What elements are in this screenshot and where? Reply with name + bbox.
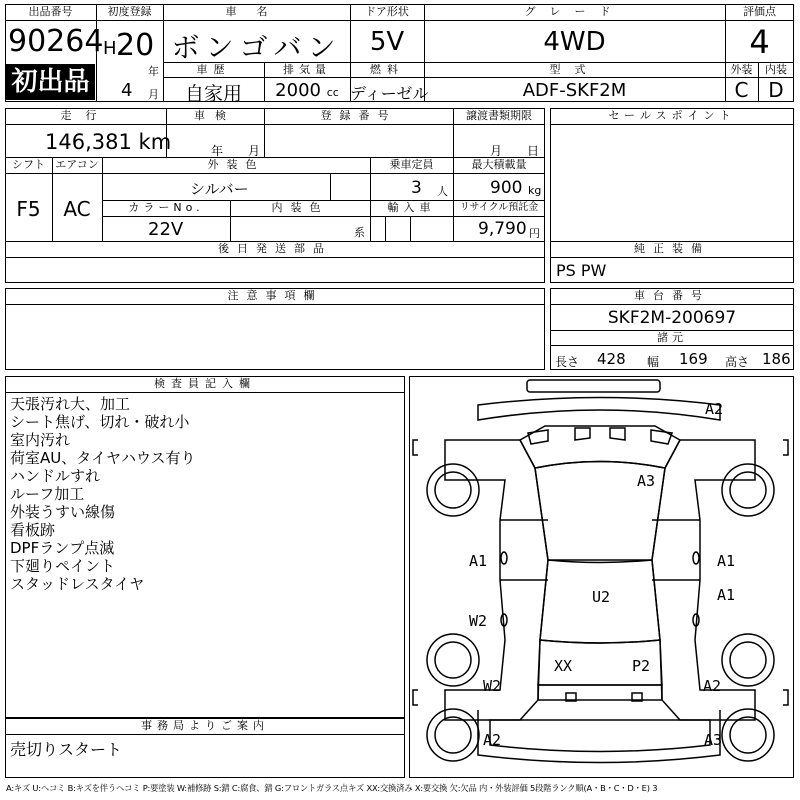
max-load: 900	[490, 178, 523, 198]
history-label: 車歴	[196, 63, 231, 76]
inspector-label: 検査員記入欄	[154, 377, 256, 390]
inspector-note: DPFランプ点滅	[10, 539, 115, 557]
inspector-note: 看板跡	[10, 521, 56, 539]
interior-color-label: 内装色	[271, 201, 329, 214]
max-load-unit: kg	[528, 184, 542, 197]
length-label: 長さ	[555, 355, 580, 369]
office-message: 売切りスタート	[10, 740, 123, 759]
exterior-grade-label: 外装	[730, 63, 753, 76]
color-number-label: カラーNo.	[128, 201, 204, 214]
shift-label: シフト	[12, 158, 45, 171]
inspector-notes	[10, 395, 196, 593]
specs-dims-label: 諸元	[657, 331, 687, 344]
damage-w2-left: W2	[469, 612, 488, 630]
exterior-grade: C	[734, 78, 749, 102]
notes-label: 注意事項欄	[227, 289, 323, 302]
chassis-number-label: 車台番号	[634, 289, 710, 302]
displacement-label: 排気量	[283, 63, 331, 76]
lot-number-label: 出品番号	[28, 5, 73, 18]
transfer-deadline-label: 譲渡書類期限	[466, 109, 532, 122]
capacity: 3	[411, 178, 422, 198]
inspector-note: スタッドレスタイヤ	[10, 575, 145, 593]
displacement-unit: cc	[326, 86, 339, 99]
car-diagram	[409, 376, 794, 778]
year-unit: 年	[148, 65, 159, 78]
registration-year: 20	[116, 28, 155, 63]
ac-label: エアコン	[55, 158, 99, 171]
inspector-note: ハンドルすれ	[10, 467, 101, 485]
mileage-label: 走行	[60, 109, 111, 122]
inspection-label: 車検	[194, 109, 236, 122]
damage-a2-right-lower: A2	[703, 677, 722, 695]
displacement-value: 2000	[275, 80, 321, 101]
import-label: 輸入車	[387, 201, 436, 214]
genuine-equipment: PS PW	[556, 261, 607, 280]
width-label: 幅	[647, 355, 660, 369]
inspection-year-unit: 年	[211, 144, 224, 158]
inspector-note: 荷室AU、タイヤハウス有り	[10, 449, 196, 467]
legend: A:キズ U:ヘコミ B:キズを伴うヘコミ P:要塗装 W:補修跡 S:錆 C:腐食、錆 G:フロントガラス点キズ XX:交換済み X:要交換 欠:欠品 内・外装評価 5段階ランク順(A・B・C・D・E) 3	[6, 783, 658, 793]
sales-points-label: セールスポイント	[608, 109, 736, 122]
door-type: 5V	[369, 27, 405, 57]
max-load-label: 最大積載量	[471, 158, 527, 171]
transfer-day-unit: 日	[527, 144, 540, 158]
recycle-label: リサイクル預託金	[459, 202, 539, 213]
model-label: 型式	[549, 63, 600, 76]
damage-u2: U2	[592, 588, 611, 606]
damage-a1-right-lower: A1	[717, 586, 736, 604]
inspection-month-unit: 月	[248, 144, 261, 158]
era: H	[103, 38, 117, 59]
chassis-number: SKF2M-200697	[607, 308, 737, 328]
score-label: 評価点	[743, 5, 776, 18]
grade: 4WD	[543, 27, 606, 57]
damage-a2-top: A2	[705, 400, 724, 418]
mileage	[45, 130, 171, 154]
grade-label: グレード	[524, 5, 625, 18]
later-parts-label: 後日発送部品	[218, 242, 332, 255]
damage-w2-left-lower: W2	[483, 677, 502, 695]
first-listing-badge: 初出品	[6, 64, 95, 100]
plate-label: 登録番号	[320, 109, 397, 122]
recycle-deposit: 9,790	[478, 219, 527, 239]
recycle-unit: 円	[529, 227, 540, 240]
inspector-note: ルーフ加工	[10, 485, 85, 503]
fuel: ディーゼル	[350, 84, 429, 103]
shift: F5	[16, 197, 41, 221]
inspector-note: 下廻りペイント	[10, 557, 116, 575]
fuel-label: 燃料	[370, 63, 404, 76]
inspector-note: 外装うすい線傷	[10, 503, 116, 521]
capacity-unit: 人	[437, 185, 448, 198]
score: 4	[749, 23, 770, 61]
height-label: 高さ	[725, 355, 750, 369]
height: 186	[762, 350, 791, 368]
door-label: ドア形状	[365, 5, 409, 18]
inspector-note: 天張汚れ大、加工	[10, 395, 131, 413]
exterior-color-label: 外装色	[207, 158, 265, 171]
length: 428	[597, 350, 626, 368]
lot-number: 90264	[8, 24, 104, 59]
interior-grade-label: 内装	[765, 63, 787, 76]
damage-p2: P2	[632, 657, 651, 675]
office-label: 事務局よりご案内	[141, 719, 269, 732]
width: 169	[679, 350, 708, 368]
damage-a3-bottom-right: A3	[704, 731, 723, 749]
exterior-color: シルバー	[190, 180, 249, 198]
transfer-month-unit: 月	[490, 144, 503, 158]
ac: AC	[63, 197, 91, 221]
mileage-value: 146,381	[45, 130, 132, 154]
interior-grade: D	[768, 78, 784, 102]
color-number: 22V	[148, 219, 184, 240]
displacement	[264, 80, 350, 101]
genuine-equipment-label: 純正装備	[634, 242, 710, 255]
inspector-note: シート焦げ、切れ・破れ小	[10, 413, 190, 431]
car-name-label: 車名	[225, 5, 288, 18]
history: 自家用	[184, 83, 242, 105]
first-registration-label: 初度登録	[107, 5, 152, 18]
month-unit: 月	[148, 88, 159, 101]
damage-xx: XX	[554, 657, 573, 675]
interior-color-suffix: 系	[354, 226, 365, 239]
capacity-label: 乗車定員	[389, 158, 434, 171]
car-name: ボンゴバン	[171, 31, 342, 64]
model: ADF-SKF2M	[522, 80, 627, 101]
damage-a3-roof: A3	[637, 472, 656, 490]
damage-a2-bottom-left: A2	[483, 731, 502, 749]
damage-a1-right-upper: A1	[717, 552, 736, 570]
registration-month: 4	[121, 80, 133, 101]
inspector-note: 室内汚れ	[10, 431, 71, 449]
mileage-unit: km	[138, 130, 172, 154]
damage-a1-left: A1	[469, 552, 488, 570]
